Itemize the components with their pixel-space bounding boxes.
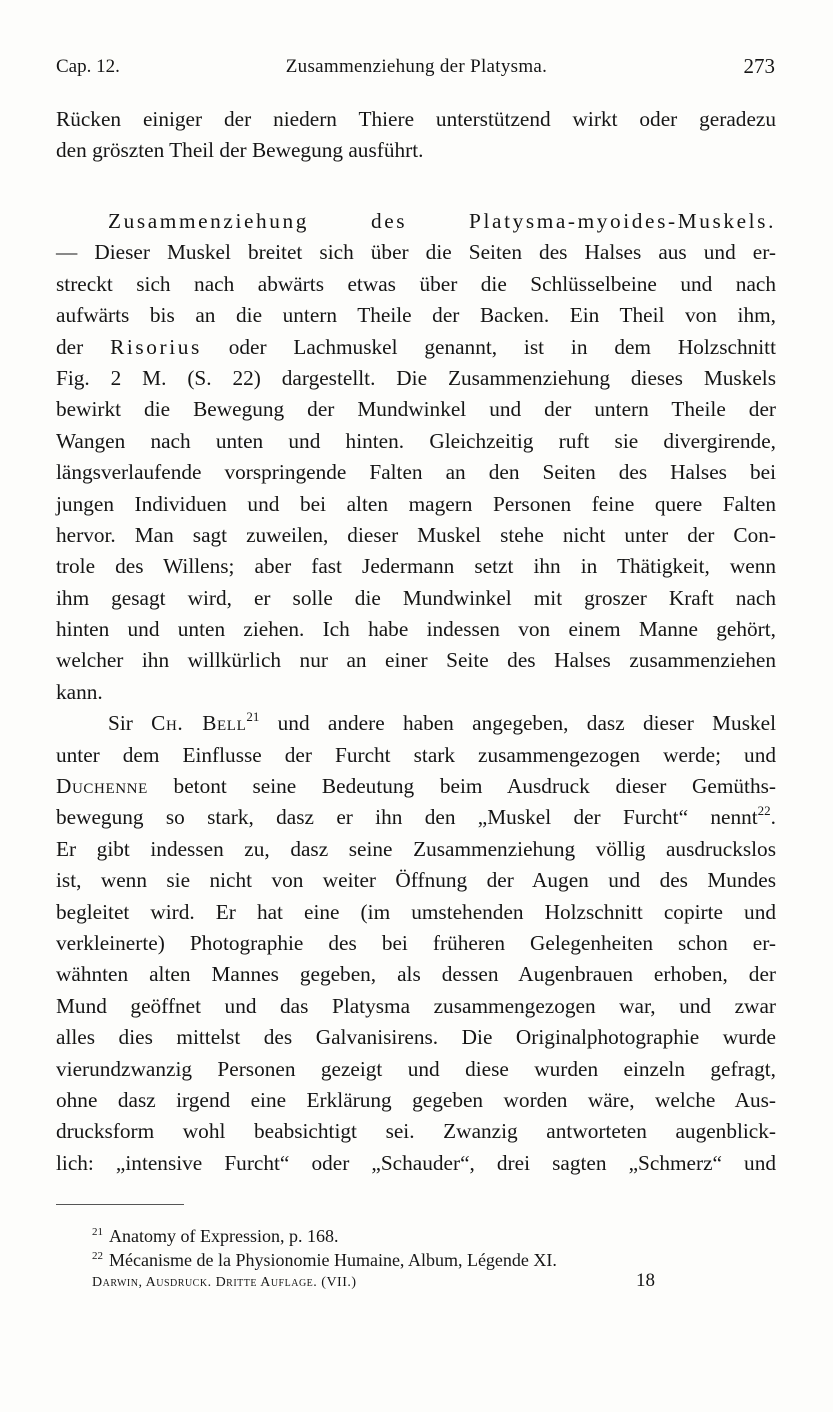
text-line: bewirkt die Bewegung der Mundwinkel und der untern Theile der <box>56 397 776 422</box>
text-line: Er gibt indessen zu, dasz seine Zusammenziehung völlig ausdruckslos <box>56 836 776 861</box>
text-line: Mund geöffnet und das Platysma zusammengezogen war, und zwar <box>56 993 776 1018</box>
text-fragment: oder Lachmuskel genannt, ist in dem Holzschnitt <box>228 334 777 359</box>
signature-number: 18 <box>636 1270 655 1291</box>
text-line: alles dies mittelst des Galvanisirens. Die Originalphotographie wurde <box>56 1025 776 1050</box>
text-line: ist, wenn sie nicht von weiter Öffnung der Augen und des Mundes <box>56 868 776 893</box>
text-line <box>56 708 776 739</box>
running-header <box>56 56 777 86</box>
text-line: hervor. Man sagt zuweilen, dieser Muskel stehe nicht unter der Con- <box>56 522 776 547</box>
chapter-label: Cap. 12. <box>56 56 120 77</box>
text-line: jungen Individuen und bei alten magern Personen feine quere Falten <box>56 491 776 516</box>
text-line: ihm gesagt wird, er solle die Mundwinkel mit groszer Kraft nach <box>56 585 776 610</box>
text-line <box>56 332 776 363</box>
text-line: Rücken einiger der niedern Thiere unterstützend wirkt oder geradezu <box>56 107 776 131</box>
section-platysma <box>56 206 776 1179</box>
footnote-text: Anatomy of Expression, p. 168. <box>109 1226 339 1246</box>
text-line: — Dieser Muskel breitet sich über die Seiten des Halses aus und er- <box>56 240 776 265</box>
text-line: unter dem Einflusse der Furcht stark zusammengezogen werde; und <box>56 742 776 767</box>
text-line: ohne dasz irgend eine Erklärung gegeben worden wäre, welche Aus- <box>56 1087 776 1112</box>
footnote-ref-22[interactable]: 22 <box>757 803 771 819</box>
author-bell: Ch. Bell <box>151 711 247 736</box>
text-line: drucksform wohl beabsichtigt sei. Zwanzig antworteten augenblick- <box>56 1119 776 1144</box>
text-line: aufwärts bis an die untern Theile der Backen. Ein Theil von ihm, <box>56 303 776 328</box>
printer-signature: Darwin, Ausdruck. Dritte Auflage. (VII.) <box>92 1275 357 1290</box>
text-line: trole des Willens; aber fast Jedermann setzt ihn in Thätigkeit, wenn <box>56 554 776 579</box>
text-fragment: bewegung so stark, dasz er ihn den „Muskel der Furcht“ nennt <box>56 805 758 830</box>
text-line <box>56 802 776 833</box>
text-line: hinten und unten ziehen. Ich habe indessen von einem Manne gehört, <box>56 617 776 642</box>
text-fragment: Sir <box>108 711 133 736</box>
running-title: Zusammenziehung der Platysma. <box>285 56 548 77</box>
text-line: kann. <box>56 679 103 704</box>
footnote-number: 22 <box>92 1250 103 1262</box>
footnote-divider <box>56 1204 184 1205</box>
footnote-text: Mécanisme de la Physionomie Humaine, Album, Légende XI. <box>109 1250 557 1270</box>
section-heading: Zusammenziehung des Platysma-myoides-Muskels. <box>108 209 776 233</box>
text-line: vierundzwanzig Personen gezeigt und diese wurden einzeln gefragt, <box>56 1056 776 1081</box>
text-line: begleitet wird. Er hat eine (im umstehenden Holzschnitt copirte und <box>56 899 776 924</box>
paragraph-continuation <box>56 104 776 167</box>
text-line <box>56 771 776 802</box>
author-duchenne: Duchenne <box>56 774 148 799</box>
text-line: streckt sich nach abwärts etwas über die Schlüsselbeine und nach <box>56 271 776 296</box>
text-line: welcher ihn willkürlich nur an einer Seite des Halses zusammenziehen <box>56 648 776 673</box>
text-line: Wangen nach unten und hinten. Gleichzeitig ruft sie divergirende, <box>56 428 776 453</box>
text-line: den gröszten Theil der Bewegung ausführt. <box>56 138 424 163</box>
text-fragment: und andere haben angegeben, dasz dieser Muskel <box>277 711 776 736</box>
page-number: 273 <box>743 54 775 78</box>
text-fragment: der <box>56 334 84 359</box>
text-line: lich: „intensive Furcht“ oder „Schauder“, drei sagten „Schmerz“ und <box>56 1150 776 1175</box>
text-line: Fig. 2 M. (S. 22) dargestellt. Die Zusammenziehung dieses Muskels <box>56 365 776 390</box>
footnote-ref-21[interactable]: 21 <box>246 709 260 725</box>
text-fragment: betont seine Bedeutung beim Ausdruck dieser Gemüths- <box>173 774 777 799</box>
text-line: wähnten alten Mannes gegeben, als dessen Augenbrauen erhoben, der <box>56 962 776 987</box>
footnote-21 <box>92 1224 338 1248</box>
text-line: längsverlaufende vorspringende Falten an den Seiten des Halses bei <box>56 460 776 485</box>
text-line: verkleinerte) Photographie des bei früheren Gelegenheiten schon er- <box>56 930 776 955</box>
footnote-22 <box>92 1248 557 1272</box>
footnote-number: 21 <box>92 1226 103 1238</box>
term-risorius: Risorius <box>110 334 202 359</box>
text-fragment: . <box>770 805 776 830</box>
